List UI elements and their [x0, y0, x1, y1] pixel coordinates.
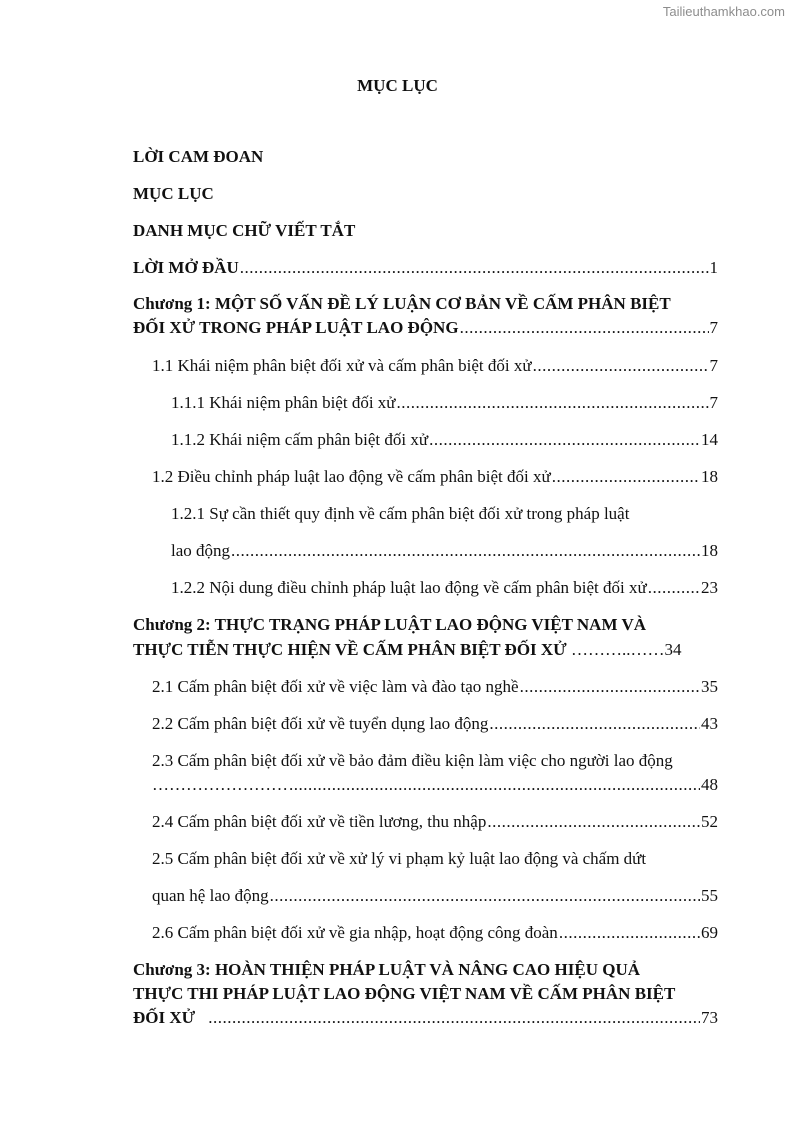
- toc-chapter-2-page: 34: [664, 640, 682, 659]
- toc-section-label: quan hệ lao động: [152, 886, 269, 905]
- toc-section-1-2-1-line1[interactable]: 1.2.1 Sự cần thiết quy định về cấm phân biệt đối xử trong pháp luật: [171, 504, 630, 523]
- toc-section-label: 2.1 Cấm phân biệt đối xử về việc làm và đào tạo nghề: [152, 677, 519, 696]
- page-title: MỤC LỤC: [357, 76, 438, 95]
- toc-section-page: 55: [701, 886, 718, 905]
- toc-section-label: lao động: [171, 541, 231, 560]
- toc-section-2-5[interactable]: [152, 886, 718, 906]
- toc-section-label: 1.1.2 Khái niệm cấm phân biệt đối xử: [171, 430, 429, 449]
- toc-section-page: 18: [701, 467, 718, 486]
- toc-section-2-3[interactable]: [152, 775, 718, 795]
- toc-section-page: 7: [709, 356, 718, 375]
- toc-section-2-4[interactable]: [152, 812, 718, 832]
- toc-section-page: 35: [701, 677, 718, 696]
- toc-intro-page: 1: [709, 258, 718, 277]
- toc-section-label: 2.4 Cấm phân biệt đối xử về tiền lương, thu nhập: [152, 812, 487, 831]
- toc-section-2-6[interactable]: [152, 923, 718, 943]
- toc-section-label: ……………………: [152, 775, 288, 794]
- leader-dots: [648, 578, 700, 598]
- toc-section-2-1[interactable]: [152, 677, 718, 697]
- toc-section-page: 43: [701, 714, 718, 733]
- toc-chapter-1-line1[interactable]: Chương 1: MỘT SỐ VẤN ĐỀ LÝ LUẬN CƠ BẢN VỀ CẤM PHÂN BIỆT: [133, 294, 671, 313]
- toc-chapter-1-page: 7: [709, 318, 718, 337]
- toc-section-label: 1.1.1 Khái niệm phân biệt đối xử: [171, 393, 396, 412]
- toc-chapter-2-line1[interactable]: Chương 2: THỰC TRẠNG PHÁP LUẬT LAO ĐỘNG VIỆT NAM VÀ: [133, 615, 647, 634]
- leader-dots: [460, 318, 709, 338]
- leader-dots: [429, 430, 700, 450]
- toc-chapter-3-line1[interactable]: Chương 3: HOÀN THIỆN PHÁP LUẬT VÀ NÂNG CAO HIỆU QUẢ: [133, 960, 641, 979]
- toc-chapter-3-page: 73: [701, 1008, 718, 1027]
- toc-section-2-3-line1[interactable]: 2.3 Cấm phân biệt đối xử về bảo đảm điều kiện làm việc cho người lao động: [152, 751, 673, 770]
- toc-chapter-3[interactable]: [133, 1008, 718, 1028]
- toc-section-1-2-2[interactable]: [171, 578, 718, 598]
- leader-dots: [489, 714, 700, 734]
- toc-section-page: 7: [709, 393, 718, 412]
- toc-section-1-2-1[interactable]: [171, 541, 718, 561]
- toc-section-label: 1.2 Điều chỉnh pháp luật lao động về cấm phân biệt đối xử: [152, 467, 551, 486]
- leader-dots: [533, 356, 709, 376]
- leader-dots: [240, 258, 709, 278]
- leader-dots: [289, 775, 700, 795]
- toc-chapter-3-line2[interactable]: THỰC THI PHÁP LUẬT LAO ĐỘNG VIỆT NAM VỀ CẤM PHÂN BIỆT: [133, 984, 676, 1003]
- toc-section-1-1[interactable]: [152, 356, 718, 376]
- toc-chapter-3-line3: ĐỐI XỬ: [133, 1008, 196, 1027]
- leader-dots: [231, 541, 700, 561]
- toc-section-page: 18: [701, 541, 718, 560]
- toc-intro-label: LỜI MỞ ĐẦU: [133, 258, 239, 277]
- leader-dots: [552, 467, 700, 487]
- toc-commitment[interactable]: LỜI CAM ĐOAN: [133, 147, 264, 166]
- toc-section-page: 23: [701, 578, 718, 597]
- toc-chapter-1[interactable]: [133, 318, 718, 338]
- toc-section-page: 52: [701, 812, 718, 831]
- toc-chapter-2-leader: ………..……: [570, 640, 665, 659]
- toc-section-1-1-1[interactable]: [171, 393, 718, 413]
- toc-section-1-2[interactable]: [152, 467, 718, 487]
- leader-dots: [520, 677, 700, 697]
- toc-chapter-1-line2: ĐỐI XỬ TRONG PHÁP LUẬT LAO ĐỘNG: [133, 318, 459, 337]
- toc-intro[interactable]: [133, 258, 718, 278]
- leader-dots: [487, 812, 700, 832]
- leader-dots: [559, 923, 700, 943]
- toc-section-page: 14: [701, 430, 718, 449]
- toc-section-2-5-line1[interactable]: 2.5 Cấm phân biệt đối xử về xử lý vi phạm kỷ luật lao động và chấm dứt: [152, 849, 647, 868]
- toc-section-page: 48: [701, 775, 718, 794]
- toc-abbreviations[interactable]: DANH MỤC CHỮ VIẾT TẮT: [133, 221, 356, 240]
- leader-dots: [397, 393, 709, 413]
- toc-section-label: 1.1 Khái niệm phân biệt đối xử và cấm phân biệt đối xử: [152, 356, 532, 375]
- toc-table-of-contents[interactable]: MỤC LỤC: [133, 184, 214, 203]
- toc-section-label: 1.2.2 Nội dung điều chỉnh pháp luật lao động về cấm phân biệt đối xử: [171, 578, 647, 597]
- leader-dots: [270, 886, 700, 906]
- leader-dots: [208, 1008, 700, 1028]
- watermark: Tailieuthamkhao.com: [662, 4, 785, 19]
- toc-section-label: 2.2 Cấm phân biệt đối xử về tuyển dụng lao động: [152, 714, 489, 733]
- toc-section-1-1-2[interactable]: [171, 430, 718, 450]
- toc-chapter-2[interactable]: [133, 640, 681, 660]
- toc-section-2-2[interactable]: [152, 714, 718, 734]
- toc-section-label: 2.6 Cấm phân biệt đối xử về gia nhập, hoạt động công đoàn: [152, 923, 558, 942]
- toc-section-page: 69: [701, 923, 718, 942]
- toc-chapter-2-line2: THỰC TIỄN THỰC HIỆN VỀ CẤM PHÂN BIỆT ĐỐI XỬ: [133, 640, 567, 659]
